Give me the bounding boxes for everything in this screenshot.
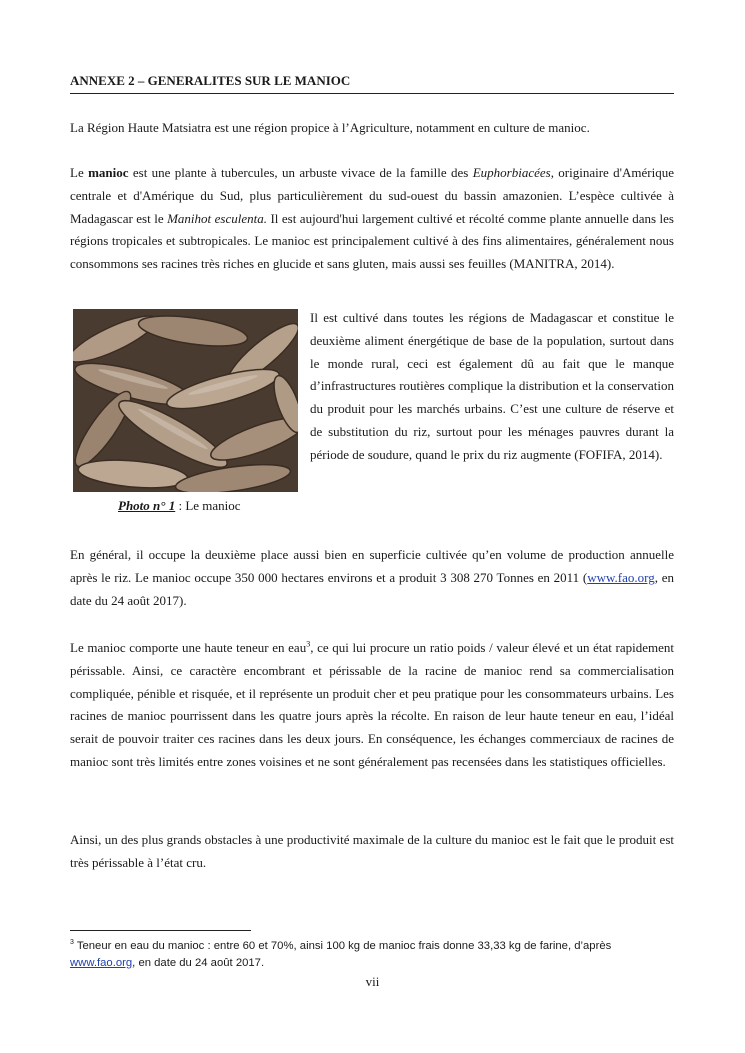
production-paragraph: En général, il occupe la deuxième place aussi bien en superficie cultivée qu’en volume de production annuelle après le riz. Le manioc occupe 350 000 hectares environs et a produit 3 308 270 Tonnes en 2011 (www.fao.org, en date du 24 août 2017).	[70, 547, 674, 608]
page-number: vii	[365, 974, 380, 989]
footnote: $^3$ Teneur en eau du manioc : entre 60 et 70%, ainsi 100 kg de manioc frais donne 33,33 kg de farine, d’après www.fao.org, en date du 24 août 2017.	[70, 939, 612, 969]
section-heading: ANNEXE 2 – GENERALITES SUR LE MANIOC	[70, 73, 674, 94]
photo-caption: Photo n° 1 : Le manioc	[118, 498, 241, 513]
fao-link[interactable]: www.fao.org	[587, 569, 655, 585]
cassava-photo	[73, 309, 298, 492]
footnote-reference[interactable]: 3	[306, 639, 311, 649]
definition-paragraph: Le manioc est une plante à tubercules, un arbuste vivace de la famille des Euphorbiacées, originaire d'Amérique centrale et d'Amérique du Sud, plus particulièrement du sud-ouest du bassin amazonien. L’espèce cultivée à Madagascar est le Manihot esculenta. Il est aujourd'hui largement cultivé et récolté comme plante annuelle dans les régions tropicales et subtropicales. Le manioc est principalement cultivé à des fins alimentaires, généralement nous consommons ses racines très riches en glucide et sans gluten, mais aussi ses feuilles (MANITRA, 2014).	[70, 165, 674, 272]
perishability-paragraph: Le manioc comporte une haute teneur en eau$^3$, ce qui lui procure un ratio poids / valeur élevé et un état rapidement périssable. Ainsi, ce caractère encombrant et périssable de la racine de manioc rend sa commercialisation compliquée, pénible et risquée, et il représente un produit cher et peu pratique pour les consommateurs urbains. Les racines de manioc pourrissent dans les quatre jours après la récolte. En raison de leur haute teneur en eau, l’idéal serait de pouvoir traiter ces racines dans les deux jours. En conséquence, les échanges commerciaux de racines de manioc sont très limités entre zones voisines et ne sont généralement pas recensées dans les statistiques officielles.	[70, 639, 674, 769]
cultivation-paragraph: Il est cultivé dans toutes les régions de Madagascar et constitue le deuxième aliment énergétique de base de la population, surtout dans le monde rural, ceci est également dû au fait que le manque d’infrastructures routières complique la distribution et la conservation du produit pour les marchés urbains. C’est une culture de réserve et de substitution du riz, surtout pour les ménages pauvres durant la période de soudure, quand le prix du riz augmente (FOFIFA, 2014).	[310, 310, 674, 462]
conclusion-paragraph: Ainsi, un des plus grands obstacles à une productivité maximale de la culture du manioc est le fait que le produit est très périssable à l’état cru.	[70, 832, 674, 870]
intro-paragraph: La Région Haute Matsiatra est une région propice à l’Agriculture, notamment en culture de manioc.	[70, 120, 590, 135]
footnote-separator	[70, 930, 251, 931]
footnote-fao-link[interactable]: www.fao.org	[70, 957, 133, 969]
